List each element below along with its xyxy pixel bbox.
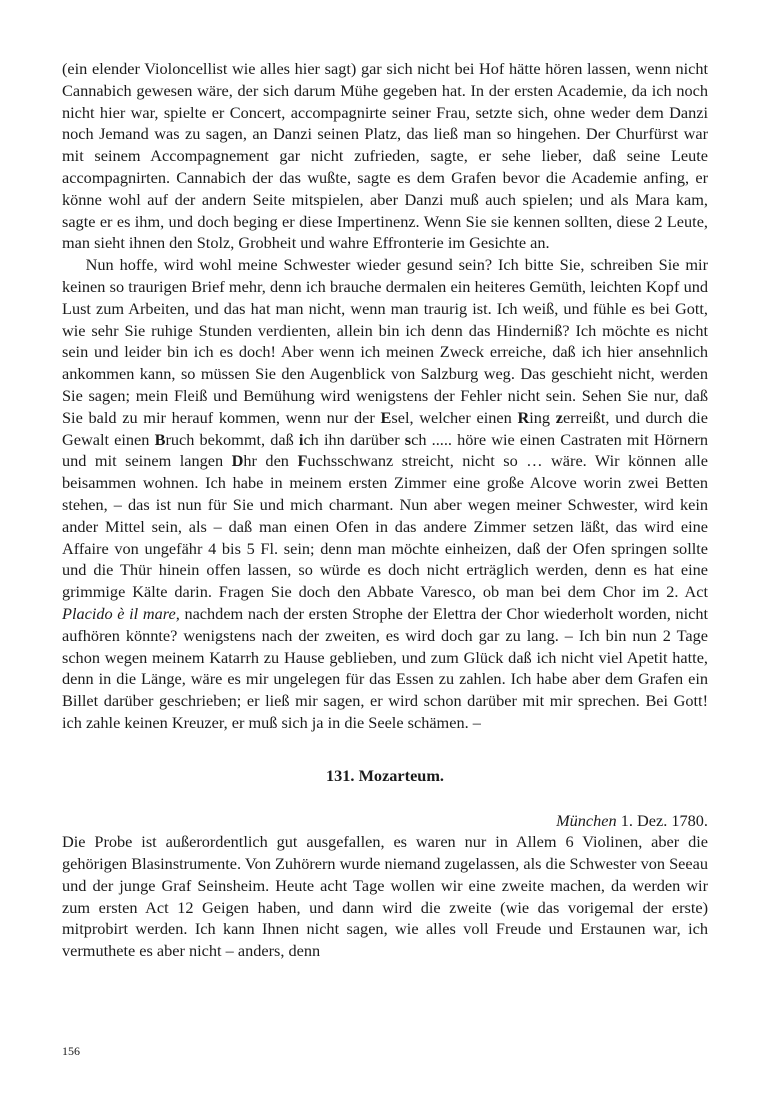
letter-body-paragraph: Die Probe ist außerordentlich gut ausgefallen, es waren nur in Allem 6 Violinen, aber die gehörigen Blasinstrumente. Von Zuhörern wurde niemand zugelassen, als die Schwester von Seeau und der junge Graf Seinsheim. Heute acht Tage wollen wir eine zweite machen, da werden wir zum ersten Act 12 Geigen haben, und dann wird die zweite (wie das vorigemal der erste) mitprobirt werden. Ich kann Ihnen nicht sagen, wie alles voll Freude und Erstaunen war, ich vermuthete es aber nicht – anders, denn	[62, 832, 708, 961]
letter-dateline: München 1. Dez. 1780.	[556, 810, 708, 830]
page-number: 156	[62, 1044, 80, 1058]
letter-heading: 131. Mozarteum.	[326, 765, 444, 785]
letter-continuation-paragraph: (ein elender Violoncellist wie alles hier sagt) gar sich nicht bei Hof hätte hören lassen, wenn nicht Cannabich gewesen wäre, der sich darum Mühe gegeben hat. In der ersten Academie, da ich noch nicht hier war, spielte er Concert, accompagnirte seiner Frau, setzte sich, ohne weder dem Danzi noch Jemand was zu sagen, an Danzi seinen Platz, das ließ man so hingehen. Der Churfürst war mit seinem Accompagnement gar nicht zufrieden, sagte, er sehe lieber, daß seine Leute accompagnirten. Cannabich der das wußte, sagte es dem Grafen bevor die Academie anfing, er könne wohl auf der andern Seite mitspielen, aber Danzi muß auch spielen; und als Mara kam, sagte er es ihm, und doch beging er diese Impertinenz. Wenn Sie sie kennen sollten, diese 2 Leute, man sieht ihnen den Stolz, Grobheit und wahre Effronterie im Gesichte an.	[62, 59, 708, 253]
letter-continuation-paragraph-2: Nun hoffe, wird wohl meine Schwester wieder gesund sein? Ich bitte Sie, schreiben Sie mir keinen so traurigen Brief mehr, denn ich brauche dermalen ein heiteres Gemüth, leichten Kopf und Lust zum Arbeiten, und das hat man nicht, wenn man traurig ist. Ich weiß, und fühle es bei Gott, wie sehr Sie ruhige Stunden verdienten, allein bin ich denn das Hinderniß? Ich möchte es nicht sein und leider bin ich es doch! Aber wenn ich meinen Zweck erreiche, daß ich hier ansehnlich ankommen kann, so müssen Sie den Augenblick von Salzburg weg. Das geschieht nicht, werden Sie sagen; mein Fleiß und Bemühung wird wenigstens der Fehler nicht sein. Sehen Sie nur, daß Sie bald zu mir herauf kommen, wenn nur der Esel, welcher einen Ring zerreißt, und durch die Gewalt einen Bruch bekommt, daß ich ihn darüber sch ..... höre wie einen Castraten mit Hörnern und mit seinem langen Dhr den Fuchsschwanz streicht, nicht so … wäre. Wir können alle beisammen wohnen. Ich habe in meinem ersten Zimmer eine große Alcove worin zwei Betten stehen, – das ist nun für Sie und mich charmant. Nun aber wegen meiner Schwester, wird kein ander Mittel sein, als – daß man einen Ofen in das andere Zimmer setzen läßt, das wird eine Affaire von ungefähr 4 bis 5 Fl. sein; denn man möchte einheizen, daß der Ofen springen sollte und die Thür hinein offen lassen, so würde es doch nicht erträglich werden, denn es hat eine grimmige Kälte darin. Fragen Sie doch den Abbate Varesco, ob man bei dem Chor im 2. Act Placido è il mare, nachdem nach der ersten Strophe der Elettra der Chor wiederholt worden, nicht aufhören könnte? wenigstens nach der zweiten, es wird doch gar zu lang. – Ich bin nun 2 Tage schon wegen meinem Katarrh zu Hause geblieben, und zum Glück daß ich nicht viel Apetit hatte, denn in die Länge, wäre es mir ungelegen für das Essen zu zahlen. Ich habe aber dem Grafen ein Billet darüber geschrieben; er ließ mir sagen, er wird schon darüber mit mir sprechen. Bei Gott! ich zahle keinen Kreuzer, er muß sich ja in die Seele schämen. –	[62, 255, 709, 732]
page-text-block	[62, 58, 708, 962]
